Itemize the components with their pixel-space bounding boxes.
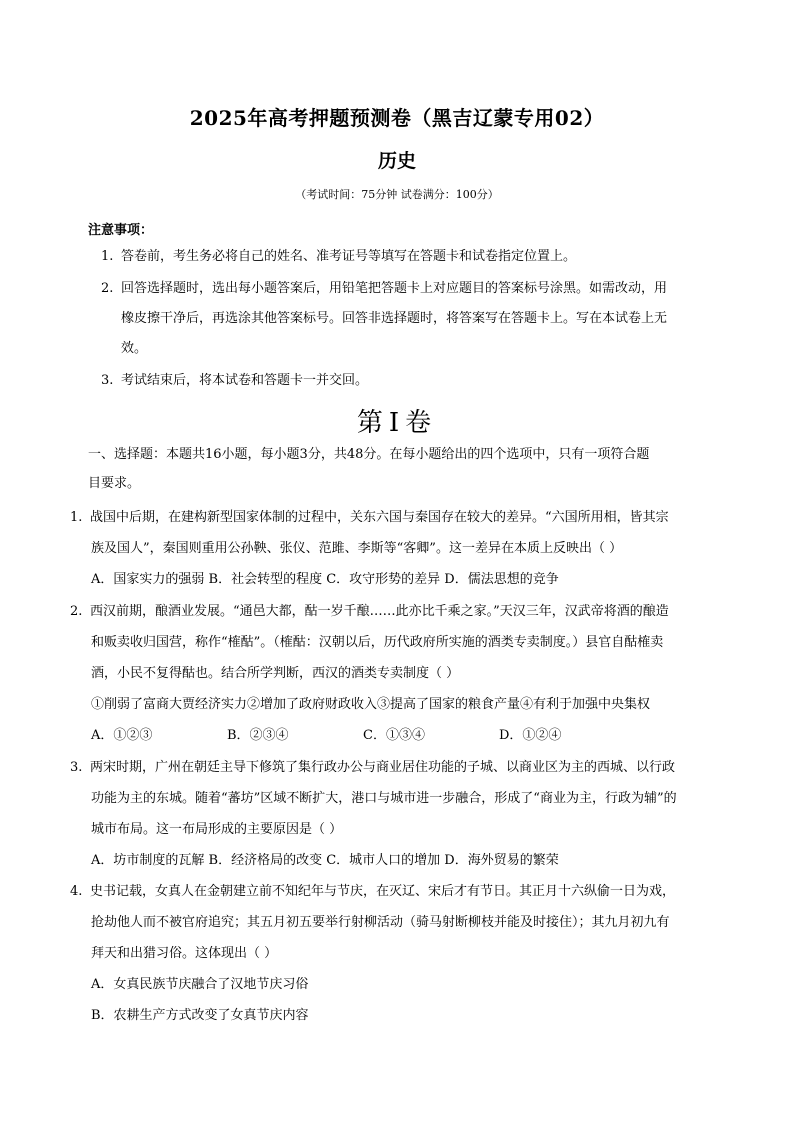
note-number: 1. [101,249,114,264]
subject-title: 历史 [377,150,416,172]
question-number: 1. [70,510,83,525]
option-c: C．①③④ [363,728,425,743]
note-text: 考试结束后，将本试卷和答题卡一并交回。 [121,373,369,388]
instruction-line: 目要求。 [88,476,141,491]
option-a: A．①②③ [91,728,153,743]
note-number: 3. [101,373,114,388]
note-text: 答卷前，考生务必将自己的姓名、准考证号等填写在答题卡和试卷指定位置上。 [121,249,577,264]
question-options [70,720,730,751]
question-2 [70,596,730,751]
exam-info: （考试时间：75分钟 试卷满分：100分） [295,188,499,201]
note-item-1 [101,242,721,272]
section-instruction [88,440,728,498]
option-b: B．②③④ [227,728,289,743]
question-text: 史书记载，女真人在金朝建立前不知纪年与节庆，在灭辽、宋后才有节日。其正月十六纵偷一日为戏， [90,884,676,899]
question-text: 西汉前期，酿酒业发展。“通邑大都，酤一岁千酿……此亦比千乘之家。”天汉三年，汉武帝将酒的酿造 [90,604,669,619]
question-text-cont: 和贩卖收归国营，称作“榷酤”。（榷酤：汉朝以后，历代政府所实施的酒类专卖制度。）县官自酤榷卖 [91,635,664,650]
option-a: A．女真民族节庆融合了汉地节庆习俗 [91,977,309,992]
note-text: 回答选择题时，选出每小题答案后，用铅笔把答题卡上对应题目的答案标号涂黑。如需改动，用 [121,281,668,296]
question-4 [70,876,730,1031]
question-options: A．国家实力的强弱 B．社会转型的程度 C．攻守形势的差异 D．儒法思想的竞争 [91,572,559,587]
question-number: 2. [70,604,83,619]
note-item-2 [101,274,721,364]
question-number: 3. [70,760,83,775]
option-d: D．①②④ [499,728,562,743]
option-b: B．农耕生产方式改变了女真节庆内容 [91,1008,309,1023]
question-text: 两宋时期，广州在朝廷主导下修筑了集行政办公与商业居住功能的子城、以商业区为主的西城、以行政 [90,760,676,775]
question-number: 4. [70,884,83,899]
question-options: A．坊市制度的瓦解 B．经济格局的改变 C．城市人口的增加 D．海外贸易的繁荣 [91,853,559,868]
question-text-cont: 抢劫他人而不被官府追究；其五月初五要举行射柳活动（骑马射断柳枝并能及时接住）；其九月初九有 [91,915,670,930]
question-3 [70,752,730,876]
instruction-line: 一、选择题：本题共16小题，每小题3分，共48分。在每小题给出的四个选项中，只有一项符合题 [88,447,650,462]
paper-title: 2025年高考押题预测卷（黑吉辽蒙专用02） [189,106,605,130]
note-number: 2. [101,281,114,296]
note-text-cont: 效。 [121,341,148,356]
notes-heading: 注意事项： [88,223,154,238]
question-text-cont: 族及国人”，秦国则重用公孙鞅、张仪、范雎、李斯等“客卿”。这一差异在本质上反映出（ ） [91,541,623,556]
question-text-cont: 拜天和出猎习俗。这体现出（ ） [91,946,278,961]
question-text: 战国中后期，在建构新型国家体制的过程中，关东六国与秦国存在较大的差异。“六国所用相，皆其宗 [90,510,669,525]
question-text-cont: 酒，小民不复得酤也。结合所学判断，西汉的酒类专卖制度（ ） [91,666,460,681]
question-statements: ①削弱了富商大贾经济实力②增加了政府财政收入③提高了国家的粮食产量④有利于加强中央集权 [91,697,651,712]
question-1 [70,502,730,595]
section-title: 第Ⅰ卷 [356,408,438,438]
question-text-cont: 功能为主的东城。随着“蕃坊”区域不断扩大，港口与城市进一步融合，形成了“商业为主，行政为辅”的 [91,791,677,806]
note-text-cont: 橡皮擦干净后，再选涂其他答案标号。回答非选择题时，将答案写在答题卡上。写在本试卷上无 [121,311,668,326]
note-item-3 [101,366,721,396]
question-text-cont: 城市布局。这一布局形成的主要原因是（ ） [91,822,343,837]
